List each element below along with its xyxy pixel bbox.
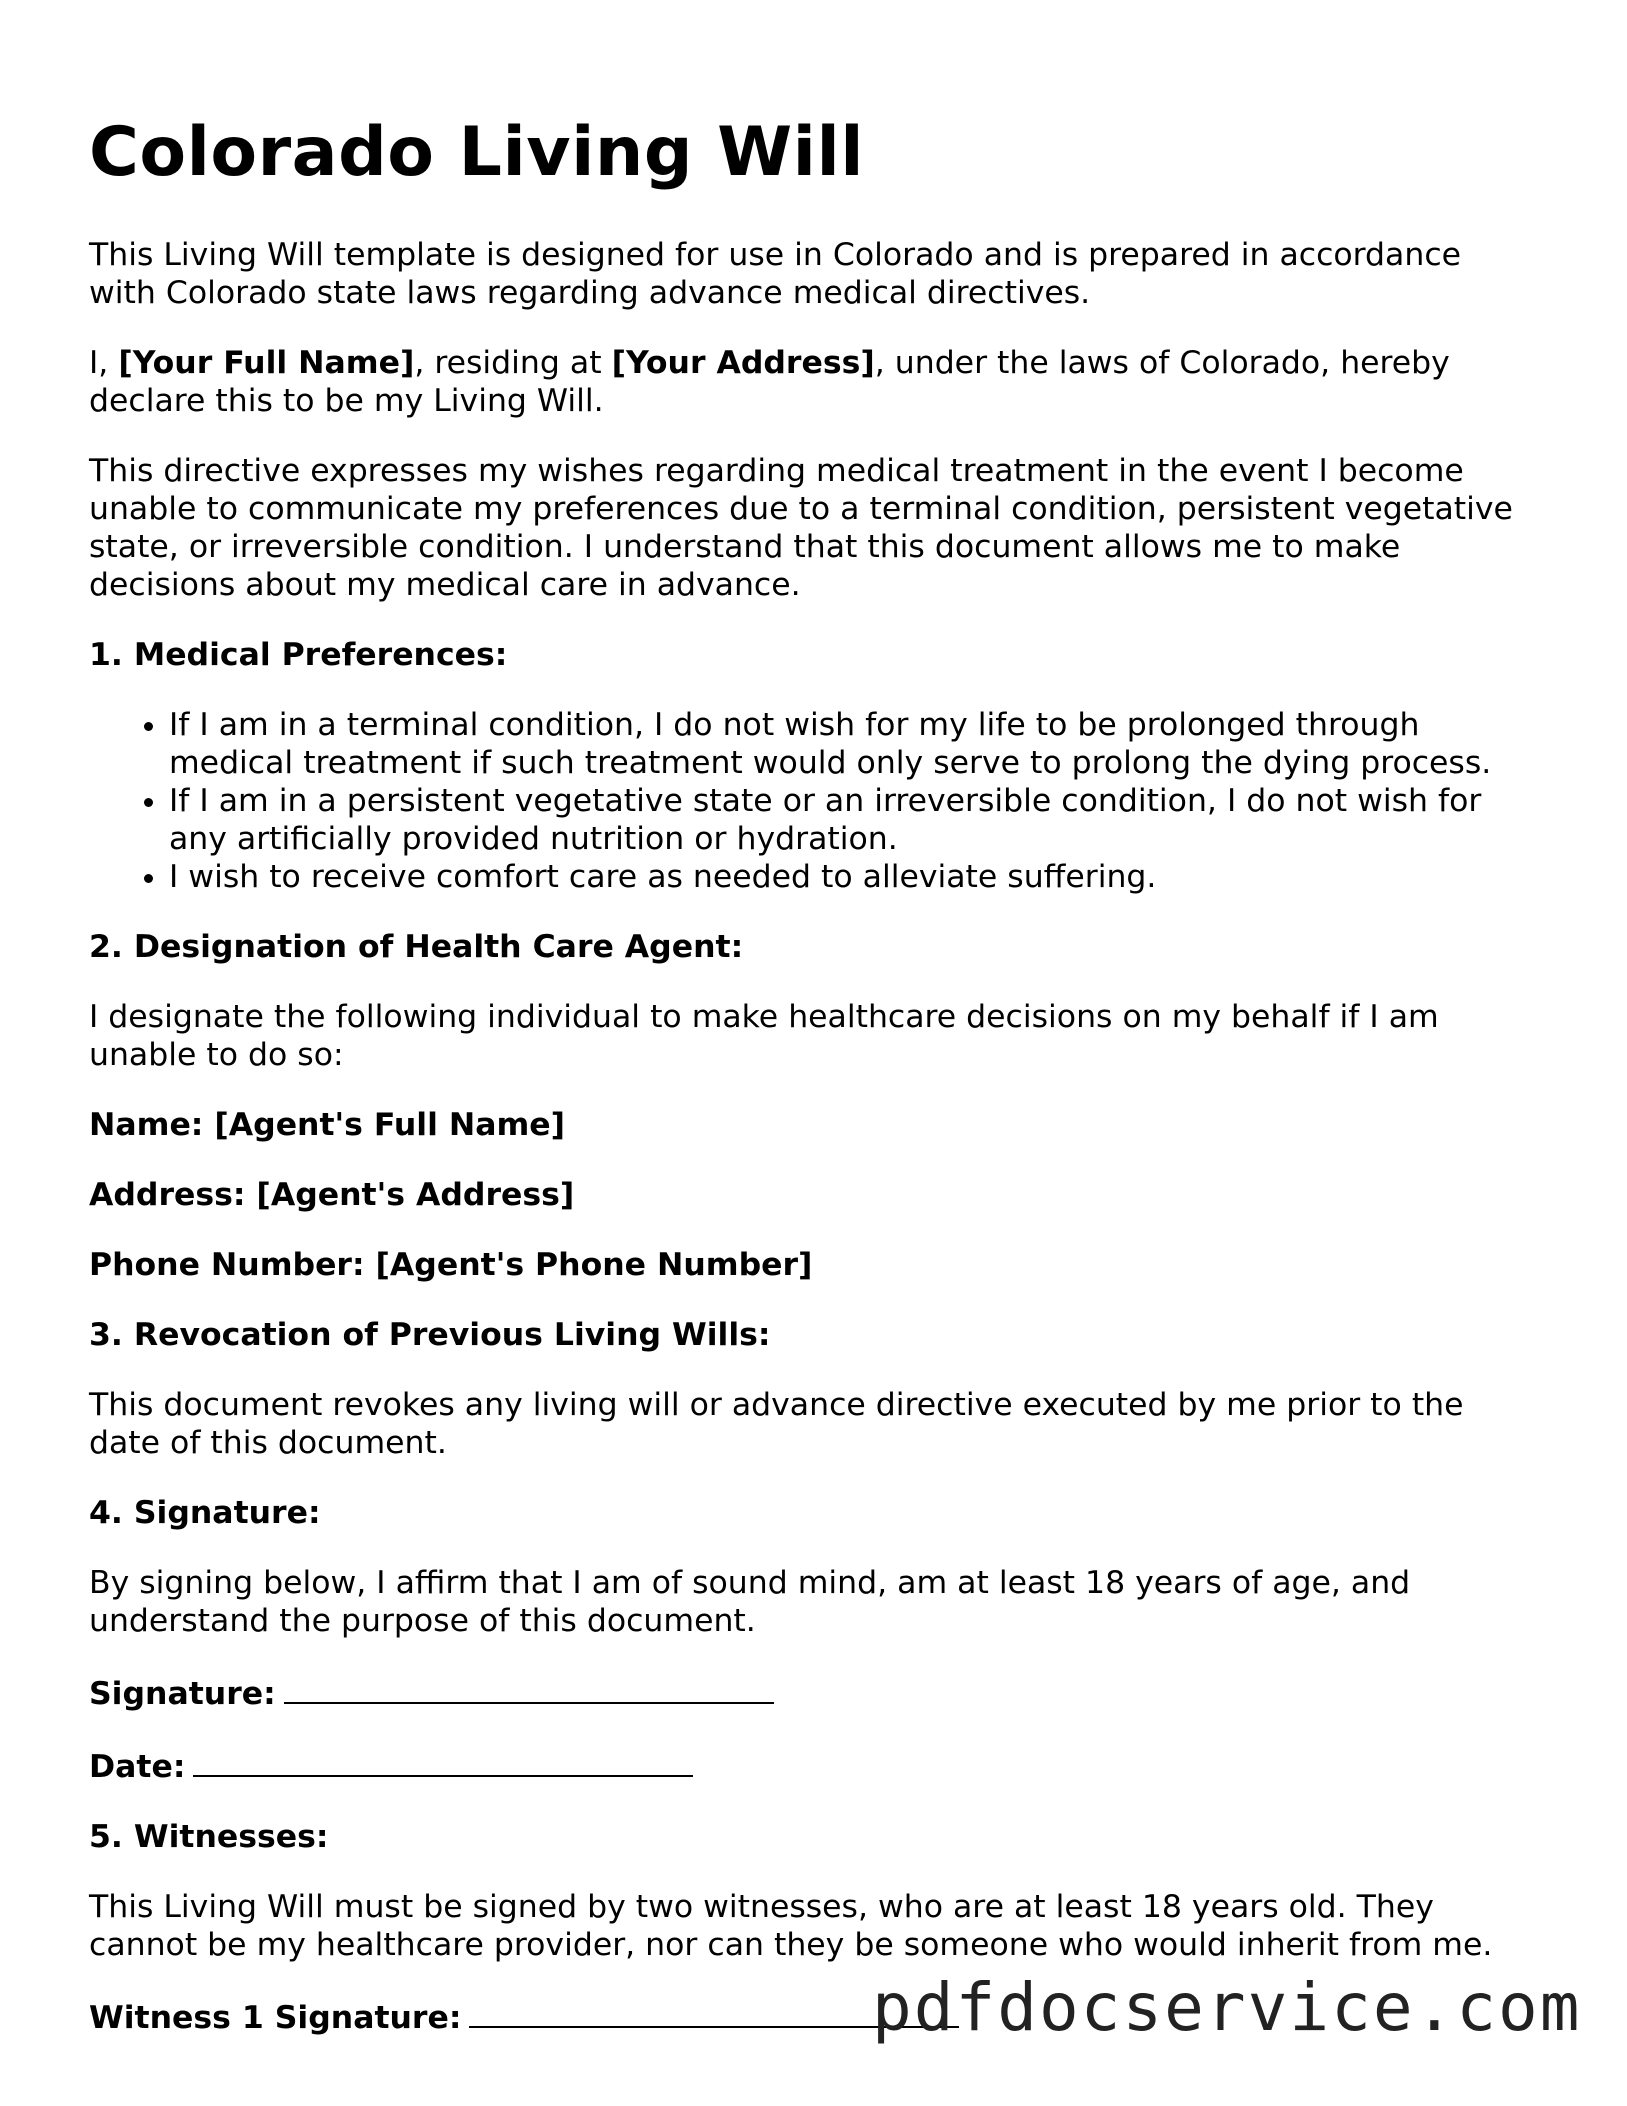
list-item: • If I am in a persistent vegetative state or an irreversible condition, I do not wish for any artificially provided nutrition or hydration.	[169, 782, 1529, 858]
signature-row	[89, 1672, 1529, 1713]
section-5-text: This Living Will must be signed by two witnesses, who are at least 18 years old. They cannot be my healthcare provider, nor can they be someone who would inherit from me.	[89, 1889, 1493, 1963]
section-2-text: I designate the following individual to make healthcare decisions on my behalf if I am unable to do so:	[89, 999, 1439, 1073]
full-name-placeholder: [Your Full Name]	[118, 345, 415, 381]
section-4-heading: 4. Signature:	[89, 1495, 321, 1531]
medical-preferences-list	[89, 706, 1529, 896]
declaration-text-1: I,	[89, 345, 119, 381]
section-1-heading: 1. Medical Preferences:	[89, 637, 508, 673]
section-3-heading: 3. Revocation of Previous Living Wills:	[89, 1317, 771, 1353]
signature-line[interactable]	[284, 1672, 774, 1704]
address-placeholder: [Your Address]	[611, 345, 875, 381]
declaration-paragraph	[89, 344, 1529, 420]
intro-paragraph: This Living Will template is designed for use in Colorado and is prepared in accordance with Colorado state laws regarding advance medical directives.	[89, 237, 1462, 311]
document-content	[89, 112, 1529, 2069]
signature-label: Signature:	[89, 1676, 276, 1712]
declaration-text-2: , residing at	[414, 345, 612, 381]
list-item: • I wish to receive comfort care as needed to alleviate suffering.	[169, 858, 1529, 896]
date-row	[89, 1745, 1529, 1786]
declaration-text-3: , under the laws of Colorado, hereby declare this to be my Living Will.	[89, 345, 1450, 419]
section-5-heading: 5. Witnesses:	[89, 1819, 329, 1855]
list-item: • If I am in a terminal condition, I do not wish for my life to be prolonged through medical treatment if such treatment would only serve to prolong the dying process.	[169, 706, 1529, 782]
date-line[interactable]	[193, 1745, 693, 1777]
agent-name-line: Name: [Agent's Full Name]	[89, 1107, 566, 1143]
section-3-text: This document revokes any living will or advance directive executed by me prior to the date of this document.	[89, 1387, 1464, 1461]
witness-1-label: Witness 1 Signature:	[89, 2000, 462, 2036]
agent-address-line: Address: [Agent's Address]	[89, 1177, 575, 1213]
watermark-text: pdfdocservice.com	[872, 1969, 1582, 2046]
section-4-text: By signing below, I affirm that I am of sound mind, am at least 18 years of age, and understand the purpose of this document.	[89, 1565, 1411, 1639]
agent-phone-line: Phone Number: [Agent's Phone Number]	[89, 1247, 813, 1283]
date-label: Date:	[89, 1749, 186, 1785]
document-title: Colorado Living Will	[89, 113, 865, 192]
section-2-heading: 2. Designation of Health Care Agent:	[89, 929, 744, 965]
directive-paragraph: This directive expresses my wishes regarding medical treatment in the event I become unable to communicate my preferences due to a terminal condition, persistent vegetative state, or irreversible condition. I understand that this document allows me to make decisions about my medical care in advance.	[89, 453, 1513, 603]
